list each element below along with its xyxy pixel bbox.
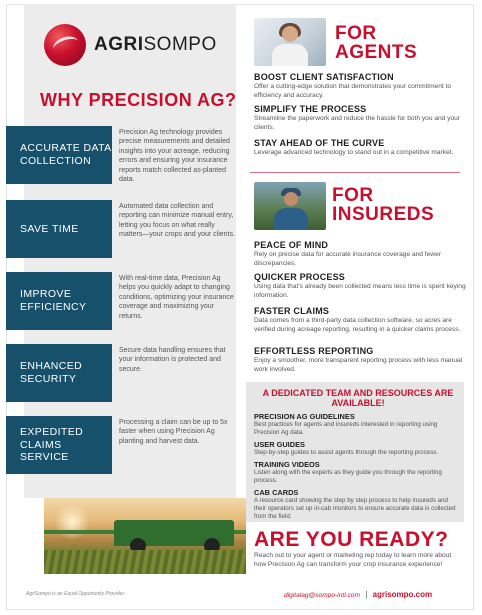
- agents-item: [254, 72, 466, 100]
- logo-globe-icon: [44, 24, 86, 66]
- section-divider: [250, 172, 460, 173]
- agents-item-text: Streamline the paperwork and reduce the hassle for both you and your clients.: [254, 115, 460, 131]
- insureds-item-title: QUICKER PROCESS: [254, 272, 346, 282]
- benefit-label: ACCURATE DATA COLLECTION: [6, 126, 112, 184]
- insureds-item: [254, 306, 466, 334]
- logo-wordmark: AGRISOMPO: [94, 34, 217, 55]
- benefit-label: EXPEDITED CLAIMS SERVICE: [6, 416, 112, 474]
- benefit-save-time: [6, 200, 234, 258]
- benefit-label: ENHANCED SECURITY: [6, 344, 112, 402]
- insureds-item-title: PEACE OF MIND: [254, 240, 329, 250]
- for-insureds-heading: FOR INSUREDS: [332, 185, 435, 226]
- insureds-item-text: Rely on precise data for accurate insurance coverage and fewer discrepancies.: [254, 251, 441, 267]
- resource-text: Step-by-step guides to assist agents through the reporting process.: [254, 449, 439, 456]
- agents-item: [254, 138, 466, 158]
- contact-email-link[interactable]: digitalag@sompo-intl.com: [284, 592, 360, 599]
- insureds-item-text: Using data that's already been collected means less time is spent keying information.: [254, 283, 466, 299]
- agent-photo: [254, 18, 326, 66]
- benefit-expedited-claims: [6, 416, 234, 474]
- insureds-item: [254, 240, 466, 268]
- resource-text: A resource card showing the step by step process to help insureds and their operators set up in-cab monitors to ensure accurate data is collected from the field.: [254, 497, 456, 520]
- insured-photo: [254, 182, 326, 230]
- agrisompo-logo: [44, 24, 224, 70]
- contact-line: [284, 590, 464, 599]
- cta-text: Reach out to your agent or marketing rep today to learn more about how Precision Ag can transform your crop insurance experience!: [254, 552, 452, 568]
- agents-item-text: Offer a cutting-edge solution that demonstrates your commitment to efficiency and accuracy.: [254, 83, 452, 99]
- insureds-item-title: EFFORTLESS REPORTING: [254, 346, 374, 356]
- benefit-label: SAVE TIME: [6, 200, 112, 258]
- resources-box: [246, 382, 464, 522]
- resource-text: Best practices for agents and insureds interested in reporting using Precision Ag data.: [254, 421, 438, 436]
- resource-text: Listen along with the experts as they guide you through the reporting process.: [254, 469, 442, 484]
- agents-item-title: STAY AHEAD OF THE CURVE: [254, 138, 385, 148]
- insureds-item-text: Data comes from a third-party data collection software, so acres are verified during acreage reporting, resulting in a quicker claims process.: [254, 317, 461, 333]
- are-you-ready-heading: ARE YOU READY?: [254, 528, 449, 551]
- crop-field-photo: [44, 498, 246, 574]
- why-precision-ag-title: WHY PRECISION AG?: [40, 90, 237, 110]
- resource-item: [254, 440, 460, 457]
- website-link[interactable]: agrisompo.com: [372, 590, 433, 599]
- resource-item: [254, 488, 460, 521]
- benefit-description: With real-time data, Precision Ag helps you quickly adapt to changing conditions, optimizing your insurance coverage and maximizing your returns.: [119, 275, 234, 320]
- insureds-item-text: Enjoy a smoother, more transparent reporting process with less manual work involved.: [254, 357, 463, 373]
- resource-item: [254, 412, 460, 437]
- resource-title: TRAINING VIDEOS: [254, 460, 320, 469]
- insureds-item-title: FASTER CLAIMS: [254, 306, 330, 316]
- benefit-description: Processing a claim can be up to 5x faster when using Precision Ag planting and harvest data.: [119, 419, 228, 445]
- for-agents-heading: FOR AGENTS: [335, 23, 418, 64]
- agents-item-text: Leverage advanced technology to stand out in a competitive market.: [254, 149, 454, 156]
- agents-item-title: BOOST CLIENT SATISFACTION: [254, 72, 394, 82]
- agents-item-title: SIMPLIFY THE PROCESS: [254, 104, 367, 114]
- benefit-label: IMPROVE EFFICIENCY: [6, 272, 112, 330]
- equal-opportunity-note: AgriSompo is an Equal Opportunity Provider.: [26, 591, 126, 597]
- benefit-description: Automated data collection and reporting can minimize manual entry, letting you focus on what really matters—your crops and your clients.: [119, 203, 235, 239]
- agents-item: [254, 104, 466, 132]
- benefit-accurate-data: [6, 126, 234, 184]
- resource-title: CAB CARDS: [254, 488, 299, 497]
- resource-title: USER GUIDES: [254, 440, 305, 449]
- benefit-improve-efficiency: [6, 272, 234, 330]
- benefit-enhanced-security: [6, 344, 234, 402]
- resource-item: [254, 460, 460, 485]
- benefit-description: Secure data handling ensures that your information is protected and secure.: [119, 347, 226, 373]
- resource-title: PRECISION AG GUIDELINES: [254, 412, 355, 421]
- benefit-description: Precision Ag technology provides precise measurements and detailed insights into your acreage, reducing errors and ensuring your insurance reports match collected as-planted data.: [119, 129, 230, 184]
- resources-heading: A DEDICATED TEAM AND RESOURCES ARE AVAILABLE!: [262, 388, 454, 409]
- contact-separator: |: [365, 590, 368, 599]
- insureds-item: [254, 272, 466, 300]
- insureds-item: [254, 346, 466, 374]
